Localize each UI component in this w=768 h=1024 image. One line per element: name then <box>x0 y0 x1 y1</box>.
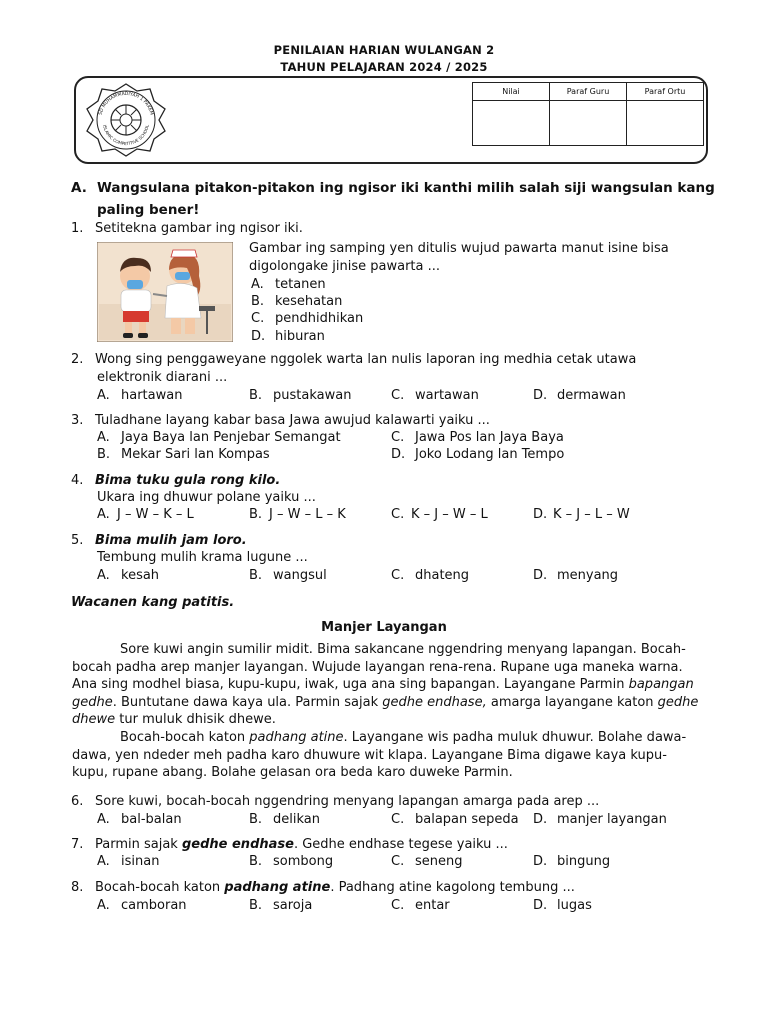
q4-option-b[interactable]: B. J – W – L – K <box>249 507 346 522</box>
svg-text:SD MUHAMMADIYAH 1 PAKEM: SD MUHAMMADIYAH 1 PAKEM <box>98 91 154 116</box>
exam-title: PENILAIAN HARIAN WULANGAN 2 <box>273 43 495 57</box>
q3-option-a[interactable]: A. Jaya Baya lan Penjebar Semangat <box>97 430 341 445</box>
q5-option-c[interactable]: C. dhateng <box>391 568 470 583</box>
q5-option-b[interactable]: B. wangsul <box>249 568 327 583</box>
school-logo <box>84 82 168 158</box>
nilai-header: Nilai <box>473 83 550 101</box>
q7-option-b[interactable]: B. sombong <box>249 854 334 869</box>
passage-line: dhewe tur muluk dhisik dhewe. <box>72 712 276 728</box>
q4-option-d[interactable]: D. K – J – L – W <box>533 507 630 522</box>
q3-option-b[interactable]: B. Mekar Sari lan Kompas <box>97 447 270 462</box>
question-1: 1. Setitekna gambar ing ngisor iki. <box>71 221 303 236</box>
passage-line: Ana sing modhel biasa, kupu-kupu, iwak, uga ana sing bapangan. Layangane Parmin bapangan <box>72 677 694 693</box>
q2-option-b[interactable]: B. pustakawan <box>249 388 352 403</box>
paraf-guru-cell[interactable] <box>550 101 627 146</box>
q5-option-a[interactable]: A. kesah <box>97 568 160 583</box>
question-5-prompt: Tembung mulih krama lugune ... <box>97 550 308 565</box>
q6-option-a[interactable]: A. bal-balan <box>97 812 182 827</box>
passage-line: Bocah-bocah katon padhang atine. Layangane wis padha muluk dhuwur. Bolahe dawa- <box>120 729 687 745</box>
q1-option-a[interactable]: A. tetanen <box>251 277 326 292</box>
paraf-guru-header: Paraf Guru <box>550 83 627 101</box>
question-5: 5. Bima mulih jam loro. <box>71 533 247 548</box>
q7-option-a[interactable]: A. isinan <box>97 854 160 869</box>
q7-option-c[interactable]: C. seneng <box>391 854 463 869</box>
nilai-cell[interactable] <box>473 101 550 146</box>
question-4-prompt: Ukara ing dhuwur polane yaiku ... <box>97 490 316 505</box>
svg-text:ISLAMIC COMPETITIVE SCHOOL: ISLAMIC COMPETITIVE SCHOOL <box>102 124 150 147</box>
section-a-heading-cont: paling bener! <box>97 202 200 218</box>
q1-option-d[interactable]: D. hiburan <box>251 329 325 344</box>
vaccination-illustration <box>97 242 233 342</box>
q4-option-c[interactable]: C. K – J – W – L <box>391 507 488 522</box>
reading-title: Manjer Layangan <box>321 620 447 635</box>
q8-option-c[interactable]: C. entar <box>391 898 450 913</box>
question-2-cont: elektronik diarani ... <box>97 370 228 385</box>
q2-option-d[interactable]: D. dermawan <box>533 388 626 403</box>
section-a-heading: A. Wangsulana pitakon-pitakon ing ngisor iki kanthi milih salah siji wangsulan kang <box>71 180 715 196</box>
passage-line: bocah padha arep manjer layangan. Wujude layangan rena-rena. Rupane uga maneka warna. <box>72 659 683 675</box>
q1-option-c[interactable]: C. pendhidhikan <box>251 311 364 326</box>
q1-desc-line2: digolongake jinise pawarta ... <box>249 259 441 274</box>
paraf-ortu-header: Paraf Ortu <box>627 83 704 101</box>
q6-option-b[interactable]: B. delikan <box>249 812 320 827</box>
q2-option-a[interactable]: A. hartawan <box>97 388 183 403</box>
school-year: TAHUN PELAJARAN 2024 / 2025 <box>280 60 488 74</box>
reading-instruction: Wacanen kang patitis. <box>71 595 235 610</box>
passage-line: gedhe. Buntutane dawa kaya ula. Parmin sajak gedhe endhase, amarga layangane katon gedhe <box>72 694 699 710</box>
q6-option-c[interactable]: C. balapan sepeda <box>391 812 519 827</box>
q1-desc-line1: Gambar ing samping yen ditulis wujud pawarta manut isine bisa <box>249 241 669 256</box>
q8-option-b[interactable]: B. saroja <box>249 898 313 913</box>
q8-option-d[interactable]: D. lugas <box>533 898 592 913</box>
reading-passage <box>72 641 708 782</box>
q6-option-d[interactable]: D. manjer layangan <box>533 812 667 827</box>
question-6: 6. Sore kuwi, bocah-bocah nggendring menyang lapangan amarga pada arep ... <box>71 794 600 809</box>
score-table <box>472 82 704 146</box>
q8-option-a[interactable]: A. camboran <box>97 898 187 913</box>
question-7: 7. Parmin sajak gedhe endhase. Gedhe endhase tegese yaiku ... <box>71 837 508 852</box>
question-4: 4. Bima tuku gula rong kilo. <box>71 473 281 488</box>
q3-option-c[interactable]: C. Jawa Pos lan Jaya Baya <box>391 430 564 445</box>
q1-option-b[interactable]: B. kesehatan <box>251 294 343 309</box>
q4-option-a[interactable]: A. J – W – K – L <box>97 507 194 522</box>
question-8: 8. Bocah-bocah katon padhang atine. Padhang atine kagolong tembung ... <box>71 880 575 895</box>
header-box <box>74 76 708 164</box>
question-2: 2. Wong sing penggaweyane nggolek warta lan nulis laporan ing medhia cetak utawa <box>71 352 637 367</box>
passage-line: kupu, rupane abang. Bolahe gelasan ora beda karo duweke Parmin. <box>72 765 513 781</box>
q3-option-d[interactable]: D. Joko Lodang lan Tempo <box>391 447 565 462</box>
question-3: 3. Tuladhane layang kabar basa Jawa awujud kalawarti yaiku ... <box>71 413 490 428</box>
q2-option-c[interactable]: C. wartawan <box>391 388 479 403</box>
paraf-ortu-cell[interactable] <box>627 101 704 146</box>
passage-line: Sore kuwi angin sumilir midit. Bima sakancane nggendring menyang lapangan. Bocah- <box>120 642 686 657</box>
passage-line: dawa, yen ndeder meh padha karo dhuwure wit klapa. Layangane Bima digawe kaya kupu- <box>72 747 667 763</box>
q5-option-d[interactable]: D. menyang <box>533 568 619 583</box>
q7-option-d[interactable]: D. bingung <box>533 854 611 869</box>
